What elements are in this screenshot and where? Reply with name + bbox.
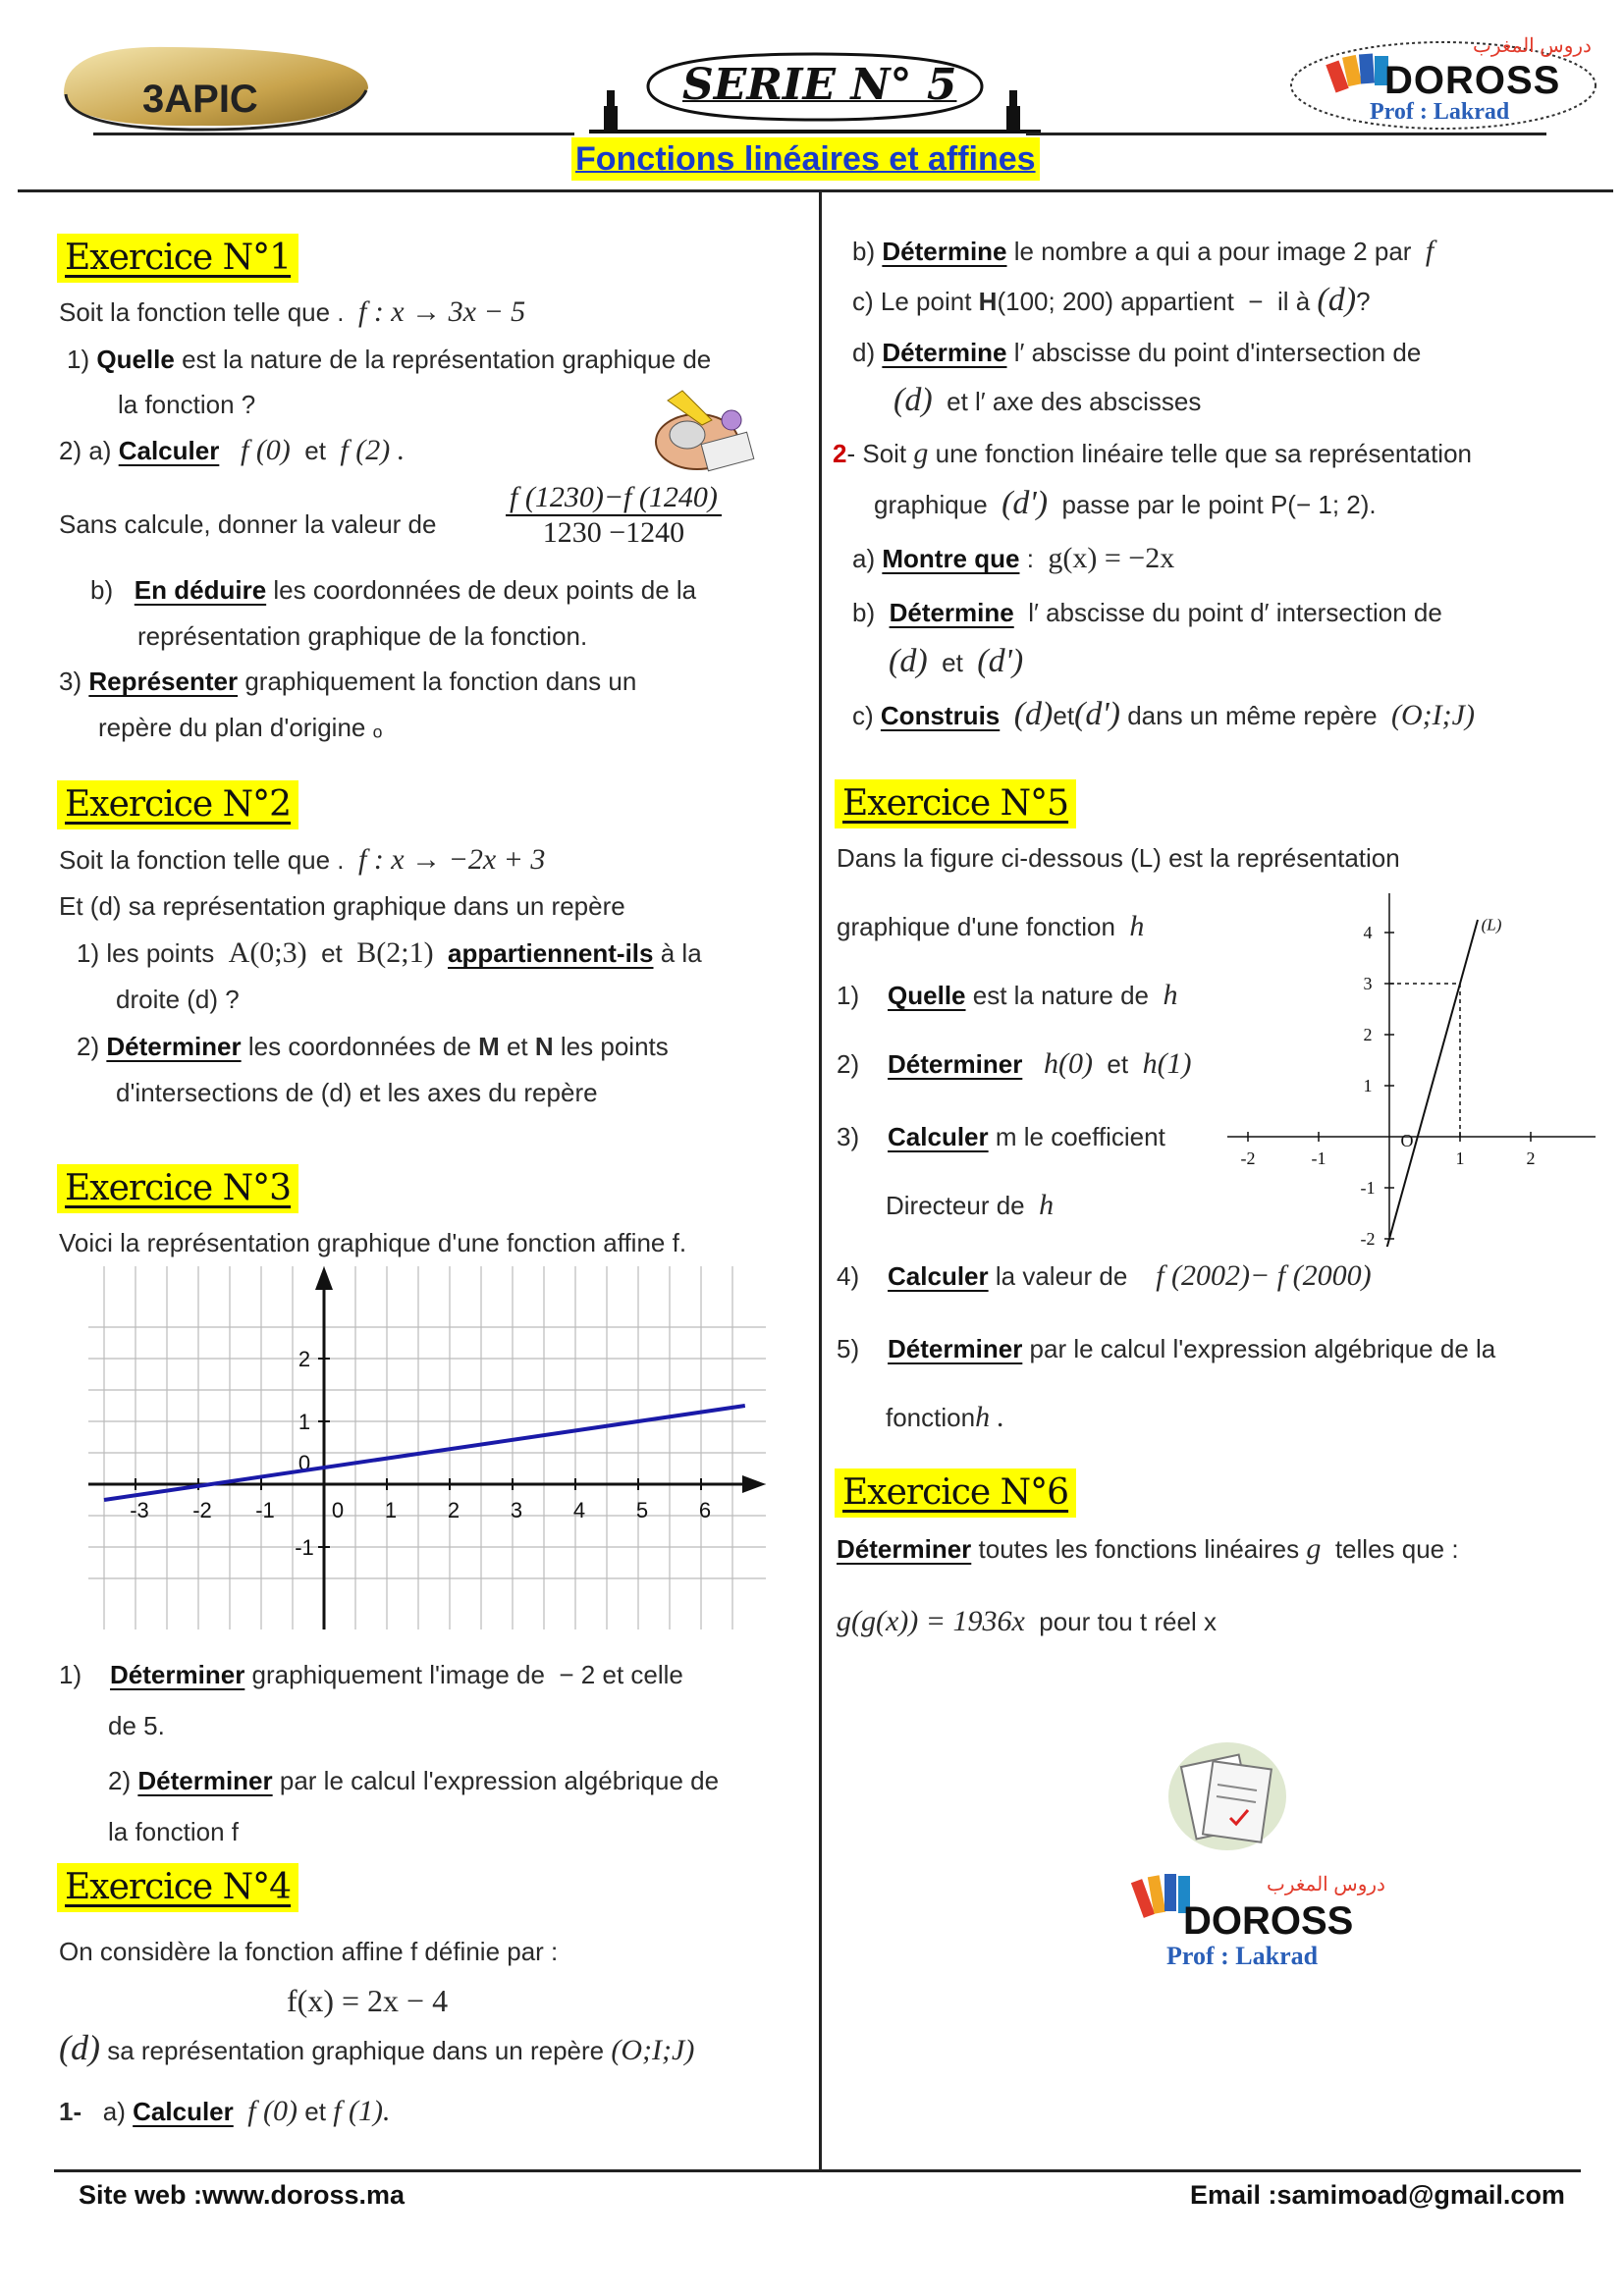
- ex6-line2: [837, 1606, 1217, 1637]
- ex4-b2: [852, 597, 1442, 628]
- ex4-b: [852, 236, 1434, 267]
- ex4-c: [852, 282, 1371, 318]
- ex1-q2-verb: Calculer: [118, 436, 220, 465]
- ex2-q2-et: et: [506, 1032, 528, 1061]
- y-tick-label: 1: [1363, 1076, 1373, 1095]
- ex2-intro-math: f : x → −2x + 3: [357, 843, 546, 876]
- ex5-q3-h: h: [1039, 1189, 1055, 1221]
- ex4-q1-f0: f (0): [247, 2095, 298, 2127]
- y-tick-label: -2: [1360, 1229, 1376, 1247]
- logo-brand: DOROSS: [1384, 59, 1561, 102]
- ex2-q1-rest2: droite (d) ?: [116, 985, 240, 1014]
- ex5-intro2: [837, 911, 1144, 942]
- ex1-q1: [67, 344, 711, 375]
- y-tick-label: 3: [1363, 974, 1373, 993]
- bottom-logo-brand: DOROSS: [1183, 1899, 1354, 1943]
- function-line-l: [1358, 920, 1478, 1247]
- ex5-q5-line2: [886, 1402, 1004, 1433]
- ex6-verb: Déterminer: [837, 1534, 972, 1564]
- x-tick-label: 1: [1455, 1148, 1465, 1168]
- x-tick-label: 2: [447, 1498, 460, 1522]
- header-rule-right: [1026, 133, 1546, 135]
- ex6-formula: g(g(x)) = 1936x: [837, 1605, 1025, 1637]
- bottom-logo-prof: Prof : Lakrad: [1166, 1942, 1319, 1970]
- ex1-intro-math: f : x → 3x − 5: [357, 295, 526, 328]
- y-axis-arrow: [315, 1266, 333, 1290]
- ex5-intro2-text: graphique d'une fonction: [837, 912, 1115, 941]
- ex5-q3-num: 3): [837, 1122, 860, 1151]
- ex3-q1-end: et celle: [602, 1660, 683, 1689]
- ex4-d-d: (d): [893, 382, 933, 418]
- ex4-c-rest: Le point: [880, 287, 972, 316]
- x-tick-label: -1: [255, 1498, 275, 1522]
- ex3-q2-rest: par le calcul l'expression algébrique de: [279, 1766, 720, 1795]
- bottom-logo-arabic: دروس المغرب: [1267, 1874, 1385, 1896]
- ex1-q2-f0: f (0): [240, 434, 291, 466]
- ex1-q2-et: et: [304, 436, 326, 465]
- ex4-intro: On considère la fonction affine f définie par :: [59, 1937, 559, 1966]
- ex1-q3-num: 3): [59, 667, 82, 696]
- ex5-q5-num: 5): [837, 1334, 860, 1363]
- ex1-q1-verb: Quelle: [96, 345, 175, 374]
- ex1-b-num: b): [90, 575, 114, 605]
- x-tick-label: -2: [1240, 1148, 1256, 1168]
- ex4-b2-et: et: [942, 648, 963, 677]
- ex5-q4-num: 4): [837, 1261, 860, 1291]
- ex4-c-coords: (100; 200) appartient: [997, 287, 1234, 316]
- ex5-h: h: [1129, 910, 1145, 942]
- ex3-q1-num: 1): [59, 1660, 82, 1689]
- topic-title-box: [571, 137, 1040, 181]
- ex4-b-rest: le nombre a qui a pour image 2 par: [1013, 237, 1412, 266]
- student-illustration: [643, 381, 761, 479]
- ex4-formula: f(x) = 2x − 4: [287, 1983, 449, 2018]
- ex6-rest3: pour tou t réel x: [1039, 1607, 1217, 1636]
- ex1-q1-rest2: la fonction ?: [118, 390, 256, 419]
- x-axis-arrow: [742, 1475, 766, 1493]
- ex1-q1-num: 1): [67, 345, 90, 374]
- ex4-q1-et: et: [304, 2097, 326, 2126]
- ex1-intro-text: Soit la fonction telle que .: [59, 297, 345, 327]
- ex5-q3-rest: m le coefficient: [995, 1122, 1165, 1151]
- serie-title: SERIE N° 5: [682, 60, 957, 110]
- ex4-p2-num: 2: [833, 439, 847, 468]
- ex6-g: g: [1306, 1532, 1322, 1565]
- ex4-c-h: H: [978, 287, 998, 316]
- ex4-b-f: f: [1425, 235, 1435, 267]
- ex5-q4-verb: Calculer: [888, 1261, 989, 1291]
- x-tick-label: -2: [192, 1498, 212, 1522]
- origin-label: O: [1400, 1131, 1414, 1150]
- ex4-p2-d: (d'): [1001, 485, 1049, 521]
- exercise-2-heading: Exercice N°2: [57, 780, 298, 829]
- footer-site: Site web :www.doross.ma: [79, 2180, 406, 2210]
- ex2-q2-rest-b: les points: [560, 1032, 669, 1061]
- line-label: (L): [1481, 915, 1502, 934]
- ex4-b2-verb: Détermine: [889, 598, 1014, 627]
- ex4-c2-repere: (O;I;J): [1391, 699, 1475, 731]
- ex1-q3: [59, 666, 636, 697]
- x-tick-label: 6: [698, 1498, 712, 1522]
- ex2-q1-num: 1): [77, 938, 100, 968]
- ex2-q1-end: à la: [660, 938, 702, 968]
- ex5-q1-rest: est la nature de: [972, 981, 1149, 1010]
- ex3-q2-rest2: la fonction f: [108, 1817, 239, 1846]
- ex4-line-d: [59, 2028, 695, 2067]
- fraction: [506, 481, 722, 550]
- x-tick-label: 4: [572, 1498, 586, 1522]
- ex1-q2-num: 2) a): [59, 436, 112, 465]
- x-tick-label: -1: [1311, 1148, 1326, 1168]
- ex4-d-line2: [893, 382, 1202, 418]
- ex1-q1-rest: est la nature de la représentation graphique de: [182, 345, 712, 374]
- ex3-graph: [88, 1266, 766, 1629]
- ex3-q1-val: − 2: [559, 1660, 596, 1689]
- ex6-rest: toutes les fonctions linéaires: [978, 1534, 1300, 1564]
- ex4-p2-g: g: [913, 437, 929, 469]
- ex4-c2-num: c): [852, 701, 874, 730]
- ex5-q4: [837, 1260, 1372, 1292]
- ex5-q2: [837, 1048, 1192, 1080]
- exercise-6-heading: Exercice N°6: [835, 1468, 1076, 1518]
- ex5-q5-h: h .: [975, 1401, 1005, 1433]
- ex1-q3-rest: graphiquement la fonction dans un: [244, 667, 637, 696]
- footer-divider: [54, 2169, 1581, 2172]
- ex4-q1-num: 1-: [59, 2097, 82, 2126]
- ex5-q1-verb: Quelle: [888, 981, 966, 1010]
- ex3-q2-verb: Déterminer: [137, 1766, 273, 1795]
- ex4-b2-line2: [889, 643, 1024, 679]
- ex4-c-d: (d): [1317, 282, 1357, 318]
- ex5-q4-formula: f (2002)− f (2000): [1156, 1259, 1372, 1292]
- ex5-q1-num: 1): [837, 981, 860, 1010]
- ex4-c-dash: −: [1248, 287, 1264, 316]
- ex5-q3-rest2: Directeur de: [886, 1191, 1025, 1220]
- ex3-q2-num: 2): [108, 1766, 132, 1795]
- ex1-b: [90, 574, 696, 606]
- x-tick-label: 0: [331, 1498, 345, 1522]
- ex5-q2-verb: Déterminer: [888, 1049, 1023, 1079]
- ex4-a2-verb: Montre que: [882, 544, 1020, 573]
- ex4-q1-verb: Calculer: [133, 2097, 234, 2126]
- ex4-q1: [59, 2096, 391, 2127]
- ex2-q2-rest-a: les coordonnées de: [247, 1032, 471, 1061]
- fraction-denominator: 1230 −1240: [542, 516, 685, 549]
- ex4-p2-line2: [874, 485, 1377, 521]
- ex2-point-m: M: [478, 1032, 500, 1061]
- ex3-q1: [59, 1659, 683, 1690]
- ex4-a2: [852, 543, 1174, 574]
- ex4-p2-c: graphique: [874, 490, 988, 519]
- exercise-3-heading: Exercice N°3: [57, 1164, 298, 1213]
- ex4-d-rest: l′ abscisse du point d'intersection de: [1013, 338, 1422, 367]
- ex4-d-rest2: et l′ axe des abscisses: [947, 387, 1202, 416]
- topic-title: Fonctions linéaires et affines: [575, 140, 1036, 178]
- ex4-p2-a: - Soit: [846, 439, 907, 468]
- ex4-p2-e: passe par le point P(− 1; 2).: [1061, 490, 1377, 519]
- ex5-q2-et: et: [1107, 1049, 1129, 1079]
- ex5-q3-line2: [886, 1190, 1054, 1221]
- ex2-line2: Et (d) sa représentation graphique dans un repère: [59, 891, 625, 921]
- ex4-a2-formula: g(x) = −2x: [1048, 542, 1175, 574]
- x-tick-label: 5: [635, 1498, 649, 1522]
- ex4-c2-d2: (d'): [1074, 696, 1120, 732]
- y-tick-label: 0: [298, 1451, 311, 1475]
- ex3-intro: Voici la représentation graphique d'une fonction affine f.: [59, 1228, 687, 1257]
- ex4-c2-d1: (d): [1013, 696, 1054, 732]
- ex4-b-num: b): [852, 237, 876, 266]
- ex4-a2-num: a): [852, 544, 876, 573]
- ex2-intro-text: Soit la fonction telle que .: [59, 845, 345, 875]
- y-tick-label: 1: [298, 1410, 311, 1434]
- ex3-q1-rest: graphiquement l'image de: [251, 1660, 545, 1689]
- ex2-q2-verb: Déterminer: [106, 1032, 242, 1061]
- y-tick-label: -1: [295, 1535, 314, 1560]
- ex5-q3-verb: Calculer: [888, 1122, 989, 1151]
- ex4-c-il: il à: [1276, 287, 1311, 316]
- ex2-q1: [77, 937, 702, 969]
- ex5-q5-rest: par le calcul l'expression algébrique de la: [1029, 1334, 1496, 1363]
- ex3-q1-rest2: de 5.: [108, 1711, 165, 1740]
- ex4-c2: [852, 696, 1475, 732]
- ex6-rest2: telles que :: [1334, 1534, 1459, 1564]
- ex5-q1-h: h: [1163, 979, 1178, 1011]
- x-tick-label: 2: [1526, 1148, 1536, 1168]
- y-tick-label: 2: [298, 1347, 311, 1371]
- ex3-q2: [108, 1765, 719, 1796]
- ex4-b2-d2: (d'): [977, 643, 1024, 679]
- ex5-q2-h0: h(0): [1043, 1047, 1093, 1080]
- ex5-q2-num: 2): [837, 1049, 860, 1079]
- y-tick-label: 4: [1363, 923, 1373, 942]
- ex2-intro: [59, 844, 545, 876]
- notebook-illustration: [1164, 1735, 1291, 1853]
- ex4-c-q: ?: [1356, 287, 1371, 316]
- ex4-p2: [833, 438, 1472, 469]
- header-rule-left: [93, 133, 574, 135]
- ex2-point-b: B(2;1): [356, 936, 434, 969]
- ex2-q1-et: et: [321, 938, 343, 968]
- ex1-q2-f2: f (2) .: [340, 434, 406, 466]
- ex4-p2-b: une fonction linéaire telle que sa représentation: [935, 439, 1472, 468]
- ex5-q4-rest: la valeur de: [995, 1261, 1128, 1291]
- ex5-graph: [1227, 874, 1600, 1247]
- ex4-d-q: [852, 337, 1421, 368]
- ex4-b2-rest: l′ abscisse du point d′ intersection de: [1028, 598, 1442, 627]
- ex2-point-n: N: [534, 1032, 554, 1061]
- ex1-sans: Sans calcule, donner la valeur de: [59, 509, 437, 539]
- ex4-d-verb: Détermine: [882, 338, 1007, 367]
- ex1-q3-rest2: repère du plan d'origine ₒ: [98, 713, 383, 742]
- ex4-q1-f1: f (1).: [333, 2095, 391, 2127]
- column-divider: [819, 191, 822, 2169]
- ex4-a2-colon: :: [1026, 544, 1034, 573]
- ex4-q1-a: a): [102, 2097, 126, 2126]
- ex4-d-num: d): [852, 338, 876, 367]
- ex1-q2: [59, 435, 405, 466]
- ex5-q5-verb: Déterminer: [888, 1334, 1023, 1363]
- ex6-line1: [837, 1533, 1459, 1565]
- ex2-q2-rest2: d'intersections de (d) et les axes du repère: [116, 1078, 598, 1107]
- x-tick-label: -3: [130, 1498, 149, 1522]
- ex5-q5: [837, 1333, 1495, 1364]
- logo-arabic: دروس المغرب: [1473, 35, 1592, 57]
- fraction-numerator: f (1230)−f (1240): [506, 481, 722, 516]
- ex5-q2-h1: h(1): [1142, 1047, 1192, 1080]
- ex2-q2-num: 2): [77, 1032, 100, 1061]
- exercise-4-heading: Exercice N°4: [57, 1863, 298, 1912]
- x-tick-label: 1: [384, 1498, 398, 1522]
- ex4-d: (d): [59, 2028, 100, 2067]
- exercise-5-heading: Exercice N°5: [835, 779, 1076, 828]
- ex1-b-rest2: représentation graphique de la fonction.: [137, 621, 588, 651]
- ex1-q3-verb: Représenter: [88, 667, 239, 696]
- ex2-q1-verb: appartiennent-ils: [448, 938, 654, 968]
- ex2-q1-a: les points: [106, 938, 215, 968]
- ex4-c2-et: et: [1053, 701, 1075, 730]
- ex5-q1: [837, 980, 1177, 1011]
- logo-prof: Prof : Lakrad: [1370, 99, 1510, 125]
- ex1-b-rest: les coordonnées de deux points de la: [273, 575, 697, 605]
- ex5-intro: Dans la figure ci-dessous (L) est la représentation: [837, 843, 1400, 873]
- ex1-b-verb: En déduire: [134, 575, 267, 605]
- top-divider: [18, 189, 1613, 192]
- ex4-c2-rest: dans un même repère: [1127, 701, 1378, 730]
- ex1-fraction: [506, 481, 722, 550]
- footer-email: Email :samimoad@gmail.com: [1190, 2180, 1565, 2210]
- ex4-c2-verb: Construis: [880, 701, 1001, 730]
- ex1-intro: [59, 296, 525, 328]
- ex4-b-verb: Détermine: [882, 237, 1007, 266]
- ex2-q2: [77, 1031, 669, 1062]
- ex4-b2-d1: (d): [889, 643, 928, 679]
- x-tick-label: 3: [510, 1498, 523, 1522]
- ex4-repere: (O;I;J): [611, 2034, 695, 2066]
- ex4-c-num: c): [852, 287, 874, 316]
- ex4-b2-num: b): [852, 598, 876, 627]
- ex5-q3: [837, 1121, 1165, 1152]
- ex3-q1-verb: Déterminer: [110, 1660, 245, 1689]
- y-tick-label: 2: [1363, 1025, 1373, 1044]
- ex4-line-d-text: sa représentation graphique dans un repère: [107, 2036, 605, 2065]
- ex2-point-a: A(0;3): [228, 936, 307, 969]
- ex5-q5-rest2: fonction: [886, 1403, 976, 1432]
- level-label: 3APIC: [142, 78, 258, 121]
- exercise-1-heading: Exercice N°1: [57, 234, 298, 283]
- y-tick-label: -1: [1360, 1178, 1376, 1198]
